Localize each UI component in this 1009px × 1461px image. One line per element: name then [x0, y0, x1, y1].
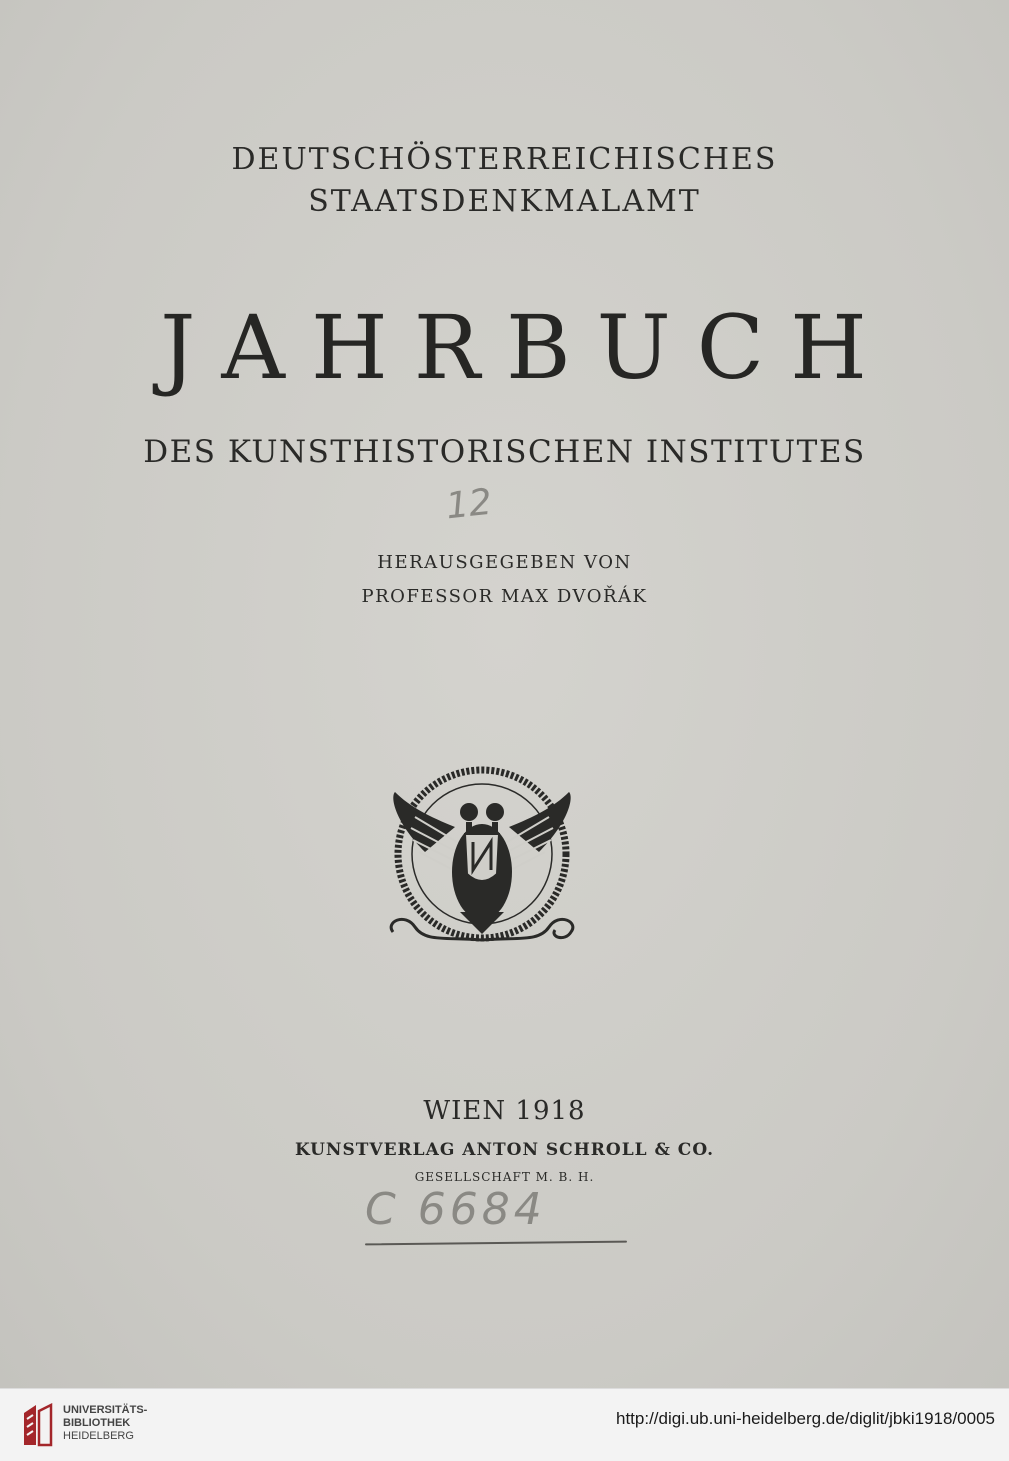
editor-line-1: HERAUSGEGEBEN VON: [377, 552, 632, 573]
book-title: JAHRBUCH: [160, 296, 893, 399]
footer-bar: [0, 1388, 1009, 1461]
header-line-2: STAATSDENKMALAMT: [308, 184, 701, 219]
header-line-1: DEUTSCHÖSTERREICHISCHES: [231, 142, 778, 177]
library-logo-icon: [22, 1403, 56, 1447]
pencil-underline: [365, 1241, 627, 1246]
library-name-line-1: UNIVERSITÄTS-: [63, 1404, 148, 1416]
imprint-company: GESELLSCHAFT M. B. H.: [414, 1170, 595, 1184]
eagle-seal-emblem: [385, 762, 580, 958]
handwritten-shelfmark: C 6684: [365, 1184, 546, 1235]
book-subtitle: DES KUNSTHISTORISCHEN INSTITUTES: [143, 434, 866, 470]
library-name-line-2: BIBLIOTHEK: [63, 1417, 131, 1429]
handwritten-volume-number: 12: [443, 481, 494, 528]
library-name: [63, 1404, 147, 1443]
imprint-place-year: WIEN 1918: [423, 1096, 586, 1126]
library-name-line-3: HEIDELBERG: [63, 1430, 134, 1442]
imprint-publisher: KUNSTVERLAG ANTON SCHROLL & CO.: [294, 1140, 715, 1160]
permalink-url[interactable]: http://digi.ub.uni-heidelberg.de/diglit/jbki1918/0005: [616, 1409, 995, 1428]
editor-line-2: PROFESSOR MAX DVOŘÁK: [361, 586, 648, 607]
